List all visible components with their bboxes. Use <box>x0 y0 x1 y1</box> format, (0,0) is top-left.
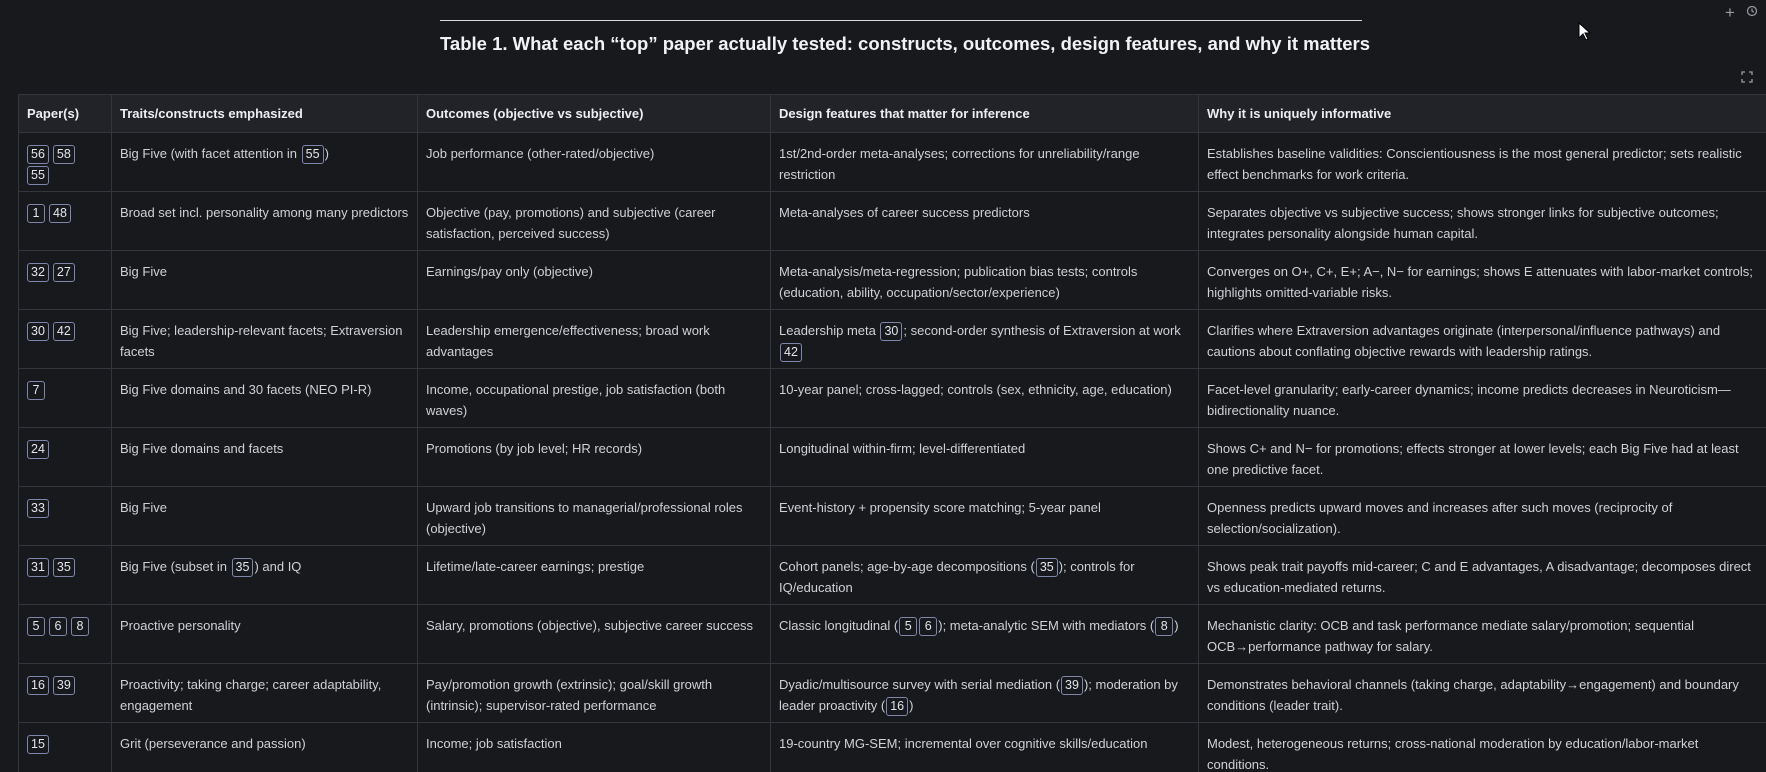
cell-text: Leadership emergence/effectiveness; broad work advantages <box>426 323 710 359</box>
cell-papers <box>19 310 112 369</box>
header-traits: Traits/constructs emphasized <box>112 95 418 133</box>
cell-why <box>1199 546 1766 605</box>
table-header-row <box>19 95 1766 133</box>
plus-icon[interactable]: + <box>1725 3 1735 22</box>
cell-papers <box>19 192 112 251</box>
cell-why <box>1199 310 1766 369</box>
cell-traits <box>112 428 418 487</box>
citation-link[interactable]: 1 <box>27 204 45 223</box>
cell-traits <box>112 723 418 772</box>
cell-papers <box>19 605 112 664</box>
table-row <box>19 664 1766 723</box>
cell-text: ) <box>909 698 914 713</box>
history-icon[interactable] <box>1746 5 1758 20</box>
header-design: Design features that matter for inference <box>771 95 1199 133</box>
cell-traits <box>112 251 418 310</box>
citation-link[interactable]: 8 <box>1155 617 1173 636</box>
cell-design <box>771 605 1199 664</box>
cell-design <box>771 664 1199 723</box>
cell-traits <box>112 664 418 723</box>
cell-traits <box>112 133 418 192</box>
cell-outcomes <box>418 192 771 251</box>
cell-why <box>1199 428 1766 487</box>
cell-text: Shows C+ and N− for promotions; effects stronger at lower levels; each Big Five had at least one predictive facet. <box>1207 441 1739 477</box>
table-container[interactable] <box>18 94 1766 772</box>
cell-outcomes <box>418 546 771 605</box>
table-row <box>19 251 1766 310</box>
cell-papers <box>19 546 112 605</box>
cell-text: Grit (perseverance and passion) <box>120 736 306 751</box>
cell-text: Meta-analyses of career success predictors <box>779 205 1030 220</box>
cell-text: Broad set incl. personality among many predictors <box>120 205 409 220</box>
table-row <box>19 605 1766 664</box>
cell-why <box>1199 192 1766 251</box>
cell-text: Demonstrates behavioral channels (taking charge, adaptability→engagement) and boundary conditions (leader trait). <box>1207 677 1739 713</box>
cell-outcomes <box>418 605 771 664</box>
citation-link[interactable]: 39 <box>1061 676 1083 695</box>
citation-link[interactable]: 42 <box>780 343 802 362</box>
cell-design <box>771 192 1199 251</box>
citation-link[interactable]: 16 <box>886 697 908 716</box>
cell-traits <box>112 605 418 664</box>
cell-text: Promotions (by job level; HR records) <box>426 441 643 456</box>
cell-text: ) and IQ <box>254 559 302 574</box>
cell-text: Big Five domains and facets <box>120 441 284 456</box>
table-body <box>19 133 1766 772</box>
cell-text: Clarifies where Extraversion advantages originate (interpersonal/influence pathways) and cautions about conflating objective rewards with leadership ratings. <box>1207 323 1721 359</box>
cell-text: Classic longitudinal ( <box>779 618 899 633</box>
cell-text: Establishes baseline validities: Conscientiousness is the most general predictor; sets realistic effect benchmarks for work criteria. <box>1207 146 1742 182</box>
cell-why <box>1199 251 1766 310</box>
cell-outcomes <box>418 133 771 192</box>
citation-link[interactable]: 35 <box>53 558 75 577</box>
cell-text: Big Five domains and 30 facets (NEO PI-R) <box>120 382 372 397</box>
citation-link[interactable]: 58 <box>53 145 75 164</box>
cell-text: Event-history + propensity score matching; 5-year panel <box>779 500 1101 515</box>
cell-design <box>771 369 1199 428</box>
citation-link[interactable]: 35 <box>1036 558 1058 577</box>
cell-text: ); moderation by leader proactivity ( <box>779 677 1178 713</box>
cell-text: 1st/2nd-order meta-analyses; corrections for unreliability/range restriction <box>779 146 1140 182</box>
citation-link[interactable]: 35 <box>232 558 254 577</box>
cell-text: Big Five (with facet attention in <box>120 146 301 161</box>
cell-text: Big Five <box>120 500 167 515</box>
citation-link[interactable]: 42 <box>53 322 75 341</box>
cell-text: ; second-order synthesis of Extraversion at work <box>903 323 1181 338</box>
cell-traits <box>112 487 418 546</box>
citation-link[interactable]: 5 <box>899 617 917 636</box>
cell-traits <box>112 192 418 251</box>
cell-text: Income; job satisfaction <box>426 736 562 751</box>
citation-link[interactable]: 32 <box>27 263 49 282</box>
cell-traits <box>112 310 418 369</box>
cell-design <box>771 487 1199 546</box>
cell-papers <box>19 369 112 428</box>
cell-text: Pay/promotion growth (extrinsic); goal/skill growth (intrinsic); supervisor-rated performance <box>426 677 713 713</box>
cell-text: Earnings/pay only (objective) <box>426 264 593 279</box>
citation-link[interactable]: 7 <box>27 381 45 400</box>
citation-link[interactable]: 55 <box>27 166 49 185</box>
citation-link[interactable]: 27 <box>53 263 75 282</box>
cell-text: Longitudinal within-firm; level-differentiated <box>779 441 1026 456</box>
citation-link[interactable]: 30 <box>880 322 902 341</box>
citation-link[interactable]: 8 <box>71 617 89 636</box>
citation-link[interactable]: 48 <box>49 204 71 223</box>
cell-text: Lifetime/late-career earnings; prestige <box>426 559 645 574</box>
cell-text: Objective (pay, promotions) and subjective (career satisfaction, perceived success) <box>426 205 716 241</box>
table-row <box>19 192 1766 251</box>
cell-outcomes <box>418 428 771 487</box>
cell-papers <box>19 487 112 546</box>
cell-text: Job performance (other-rated/objective) <box>426 146 655 161</box>
cell-text: Salary, promotions (objective), subjective career success <box>426 618 754 633</box>
citation-link[interactable]: 24 <box>27 440 49 459</box>
citation-link[interactable]: 6 <box>919 617 937 636</box>
cell-why <box>1199 133 1766 192</box>
cell-papers <box>19 723 112 772</box>
cell-text: Openness predicts upward moves and increases after such moves (reciprocity of selection/socialization). <box>1207 500 1673 536</box>
table-row <box>19 723 1766 772</box>
cell-outcomes <box>418 369 771 428</box>
table-title: Table 1. What each “top” paper actually tested: constructs, outcomes, design features, and why it matters <box>440 33 1371 54</box>
citation-link[interactable]: 31 <box>27 558 49 577</box>
cell-text: ); meta-analytic SEM with mediators ( <box>938 618 1155 633</box>
cell-outcomes <box>418 723 771 772</box>
citation-link[interactable]: 6 <box>49 617 67 636</box>
summary-table <box>18 94 1766 772</box>
cell-outcomes <box>418 487 771 546</box>
cell-why <box>1199 369 1766 428</box>
cell-outcomes <box>418 251 771 310</box>
cell-design <box>771 310 1199 369</box>
cell-text: Big Five (subset in <box>120 559 231 574</box>
expand-icon[interactable] <box>1741 71 1753 86</box>
cell-text: Proactivity; taking charge; career adaptability, engagement <box>120 677 382 713</box>
cell-text: Income, occupational prestige, job satisfaction (both waves) <box>426 382 726 418</box>
cell-text: Cohort panels; age-by-age decompositions ( <box>779 559 1035 574</box>
cell-design <box>771 133 1199 192</box>
citation-link[interactable]: 56 <box>27 145 49 164</box>
cell-text: 10-year panel; cross-lagged; controls (sex, ethnicity, age, education) <box>779 382 1172 397</box>
table-row <box>19 546 1766 605</box>
title-rule <box>440 20 1362 21</box>
table-row <box>19 428 1766 487</box>
citation-link[interactable]: 5 <box>27 617 45 636</box>
cell-why <box>1199 605 1766 664</box>
cell-text: Meta-analysis/meta-regression; publication bias tests; controls (education, ability, occupation/sector/experience) <box>779 264 1138 300</box>
cell-text: Converges on O+, C+, E+; A−, N− for earnings; shows E attenuates with labor-market controls; highlights omitted-variable risks. <box>1207 264 1753 300</box>
cell-text: Dyadic/multisource survey with serial mediation ( <box>779 677 1061 692</box>
table-row <box>19 369 1766 428</box>
mouse-cursor-icon <box>1578 22 1592 47</box>
cell-text: Facet-level granularity; early-career dynamics; income predicts decreases in Neuroticism—bidirectionality nuance. <box>1207 382 1731 418</box>
header-papers: Paper(s) <box>19 95 112 133</box>
cell-design <box>771 251 1199 310</box>
cell-text: Mechanistic clarity: OCB and task performance mediate salary/promotion; sequential OCB→performance pathway for salary. <box>1207 618 1694 654</box>
cell-text: Shows peak trait payoffs mid-career; C and E advantages, A disadvantage; decomposes direct vs education-mediated returns. <box>1207 559 1751 595</box>
cell-text: Big Five <box>120 264 167 279</box>
cell-papers <box>19 251 112 310</box>
cell-traits <box>112 369 418 428</box>
table-row <box>19 310 1766 369</box>
cell-text: ); controls for IQ/education <box>779 559 1135 595</box>
cell-design <box>771 428 1199 487</box>
cell-text: Modest, heterogeneous returns; cross-national moderation by education/labor-market conditions. <box>1207 736 1699 772</box>
citation-link[interactable]: 39 <box>53 676 75 695</box>
cell-text: ) <box>1174 618 1179 633</box>
table-row <box>19 133 1766 192</box>
citation-link[interactable]: 30 <box>27 322 49 341</box>
citation-link[interactable]: 55 <box>302 145 324 164</box>
citation-link[interactable]: 15 <box>27 735 49 754</box>
cell-traits <box>112 546 418 605</box>
cell-papers <box>19 133 112 192</box>
table-row <box>19 487 1766 546</box>
cell-text: Big Five; leadership-relevant facets; Extraversion facets <box>120 323 403 359</box>
cell-text: 19-country MG-SEM; incremental over cognitive skills/education <box>779 736 1148 751</box>
cell-why <box>1199 664 1766 723</box>
cell-text: Leadership meta <box>779 323 880 338</box>
citation-link[interactable]: 33 <box>27 499 49 518</box>
cell-outcomes <box>418 310 771 369</box>
cell-why <box>1199 487 1766 546</box>
cell-text: Proactive personality <box>120 618 241 633</box>
citation-link[interactable]: 16 <box>27 676 49 695</box>
cell-design <box>771 546 1199 605</box>
cell-why <box>1199 723 1766 772</box>
cell-papers <box>19 664 112 723</box>
cell-text: Upward job transitions to managerial/professional roles (objective) <box>426 500 743 536</box>
cell-outcomes <box>418 664 771 723</box>
header-why: Why it is uniquely informative <box>1199 95 1766 133</box>
cell-text: ) <box>324 146 329 161</box>
cell-design <box>771 723 1199 772</box>
cell-papers <box>19 428 112 487</box>
cell-text: Separates objective vs subjective success; shows stronger links for subjective outcomes; integrates personality alongside human capital. <box>1207 205 1719 241</box>
header-outcomes: Outcomes (objective vs subjective) <box>418 95 771 133</box>
